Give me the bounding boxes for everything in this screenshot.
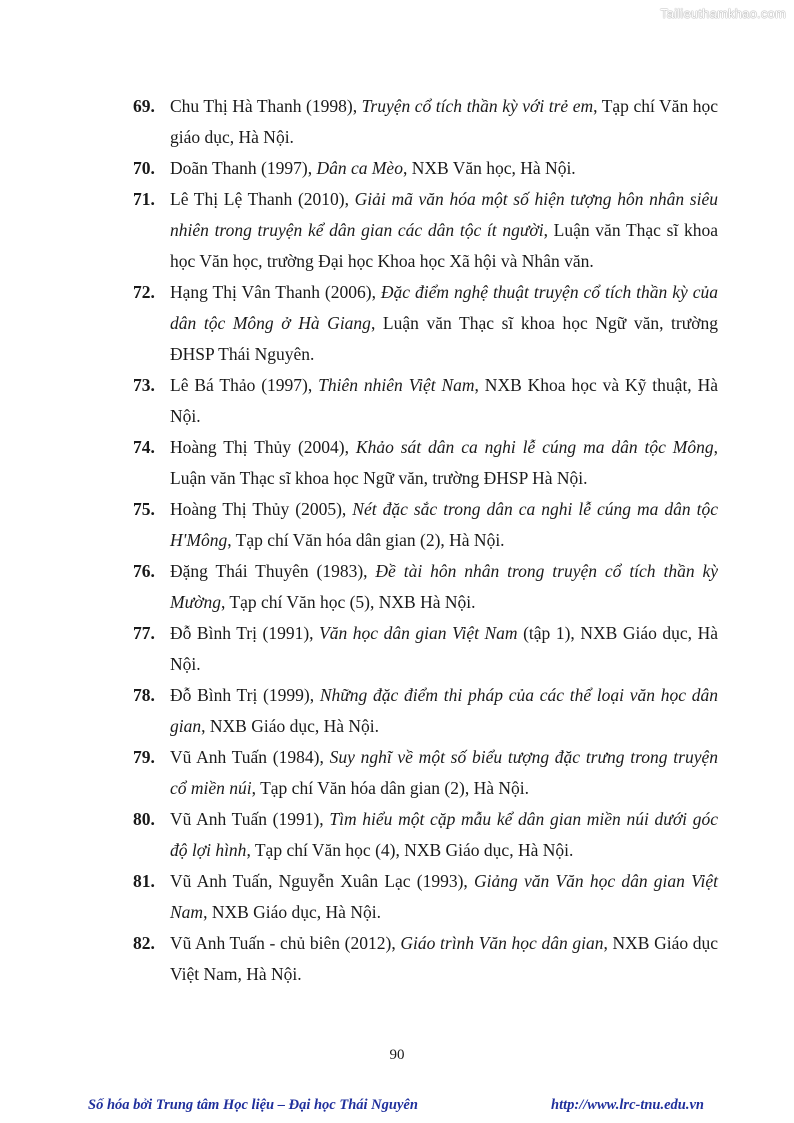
reference-publisher: , Luận văn Thạc sĩ khoa học Ngữ văn, trường ĐHSP Hà Nội. [170,437,719,488]
reference-item [133,370,718,432]
reference-author-year: Doãn Thanh (1997), [170,158,317,178]
reference-text [170,91,718,153]
reference-item [133,928,718,990]
page-number: 90 [389,1047,405,1063]
reference-title: Nét đặc sắc trong dân ca nghi lễ cúng ma dân tộc H'Mông [170,499,718,550]
reference-text [170,928,718,990]
reference-number: 80. [133,809,155,829]
reference-publisher: , Tạp chí Văn học giáo dục, Hà Nội. [170,96,718,147]
reference-title: Giảng văn Văn học dân gian Việt Nam [170,871,719,922]
reference-text [170,184,718,277]
reference-author-year: Vũ Anh Tuấn (1984), [170,747,330,767]
reference-author-year: Lê Thị Lệ Thanh (2010), [170,189,355,209]
reference-title: Văn học dân gian Việt Nam [319,623,518,643]
reference-publisher: (tập 1), NXB Giáo dục, Hà Nội. [170,623,718,674]
reference-author-year: Chu Thị Hà Thanh (1998), [170,96,362,116]
footer-credit: Số hóa bởi Trung tâm Học liệu – Đại học Thái Nguyên [88,1097,418,1113]
reference-publisher: , Tạp chí Văn hóa dân gian (2), Hà Nội. [227,530,505,550]
reference-title: Giáo trình Văn học dân gian [400,933,604,953]
reference-number: 79. [133,747,155,767]
reference-item [133,556,718,618]
reference-publisher: , NXB Giáo dục, Hà Nội. [201,716,380,736]
reference-author-year: Đỗ Bình Trị (1999), [170,685,320,705]
reference-text [170,804,718,866]
reference-item [133,432,718,494]
reference-author-year: Đỗ Bình Trị (1991), [170,623,320,643]
reference-number: 81. [133,871,155,891]
reference-title: Tìm hiểu một cặp mẫu kể dân gian miền núi dưới góc độ lợi hình [170,809,718,860]
reference-publisher: , Luận văn Thạc sĩ khoa học Văn học, trường Đại học Khoa học Xã hội và Nhân văn. [170,220,718,271]
reference-number: 72. [133,282,155,302]
reference-title: Đề tài hôn nhân trong truyện cổ tích thần kỳ Mường [170,561,718,612]
reference-text [170,494,718,556]
reference-title: Giải mã văn hóa một số hiện tượng hôn nhân siêu nhiên trong truyện kể dân gian các dân tộc ít người [170,189,718,240]
reference-title: Dân ca Mèo [316,158,403,178]
reference-text [170,680,718,742]
reference-text [170,742,718,804]
reference-text [170,153,718,184]
reference-item [133,494,718,556]
reference-author-year: Đặng Thái Thuyên (1983), [170,561,376,581]
reference-publisher: , Tạp chí Văn hóa dân gian (2), Hà Nội. [251,778,529,798]
reference-publisher: , NXB Giáo dục, Hà Nội. [203,902,381,922]
footer-url[interactable]: http://www.lrc-tnu.edu.vn [551,1097,704,1113]
reference-number: 69. [133,96,155,116]
reference-text [170,370,718,432]
reference-title: Khảo sát dân ca nghi lễ cúng ma dân tộc Mông [355,437,714,457]
reference-number: 78. [133,685,155,705]
reference-text [170,432,718,494]
reference-title: Truyện cổ tích thần kỳ với trẻ em [361,96,594,116]
reference-author-year: Vũ Anh Tuấn (1991), [170,809,330,829]
reference-publisher: , Tạp chí Văn học (4), NXB Giáo dục, Hà Nội. [246,840,574,860]
reference-title: Đặc điểm nghệ thuật truyện cổ tích thần kỳ của dân tộc Mông ở Hà Giang [170,282,718,333]
reference-number: 74. [133,437,155,457]
reference-number: 70. [133,158,155,178]
reference-number: 73. [133,375,155,395]
reference-item [133,866,718,928]
reference-text [170,277,718,370]
reference-title: Suy nghĩ về một số biểu tượng đặc trưng trong truyện cổ miền núi [170,747,718,798]
watermark: Tailieuthamkhao.com [660,6,786,21]
reference-author-year: Vũ Anh Tuấn - chủ biên (2012), [170,933,401,953]
reference-number: 77. [133,623,155,643]
reference-item [133,153,718,184]
reference-text [170,866,718,928]
reference-item [133,742,718,804]
reference-text [170,556,718,618]
reference-publisher: , Luận văn Thạc sĩ khoa học Ngữ văn, trường ĐHSP Thái Nguyên. [170,313,718,364]
reference-list [133,91,718,990]
reference-author-year: Hạng Thị Vân Thanh (2006), [170,282,381,302]
reference-author-year: Lê Bá Thảo (1997), [170,375,319,395]
reference-item [133,680,718,742]
reference-number: 82. [133,933,155,953]
reference-publisher: , NXB Giáo dục Việt Nam, Hà Nội. [170,933,719,984]
reference-author-year: Vũ Anh Tuấn, Nguyễn Xuân Lạc (1993), [170,871,475,891]
reference-author-year: Hoàng Thị Thủy (2005), [170,499,353,519]
page-footer [88,1097,704,1114]
reference-number: 76. [133,561,155,581]
reference-item [133,804,718,866]
reference-publisher: , NXB Khoa học và Kỹ thuật, Hà Nội. [170,375,718,426]
reference-item [133,184,718,277]
reference-title: Những đặc điểm thi pháp của các thể loại văn học dân gian [170,685,719,736]
reference-item [133,618,718,680]
reference-publisher: , Tạp chí Văn học (5), NXB Hà Nội. [220,592,476,612]
reference-publisher: , NXB Văn học, Hà Nội. [402,158,576,178]
reference-title: Thiên nhiên Việt Nam [318,375,475,395]
reference-author-year: Hoàng Thị Thủy (2004), [170,437,356,457]
reference-item [133,277,718,370]
reference-text [170,618,718,680]
reference-number: 75. [133,499,155,519]
reference-number: 71. [133,189,155,209]
reference-item [133,91,718,153]
